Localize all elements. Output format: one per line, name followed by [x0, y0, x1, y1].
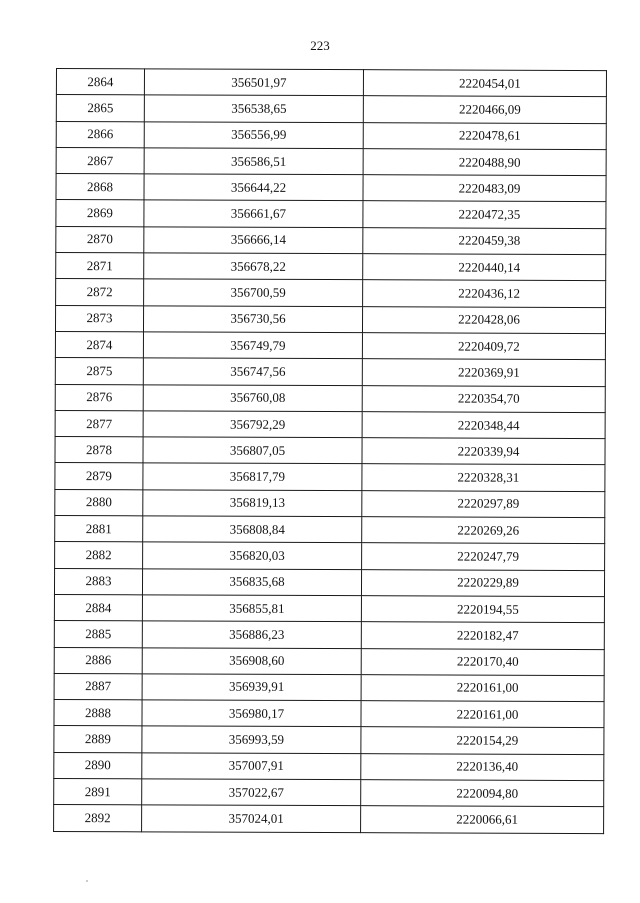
cell-value: 2882 — [85, 547, 112, 563]
table-row — [55, 437, 605, 465]
x-coordinate-cell — [142, 753, 361, 780]
cell-value: 2869 — [86, 205, 113, 221]
point-number-cell — [54, 726, 142, 753]
cell-value: 2220436,12 — [458, 285, 521, 301]
cell-value: 356747,56 — [230, 363, 286, 379]
table-row — [55, 358, 605, 386]
cell-value: 2220136,40 — [456, 758, 519, 775]
point-number-cell — [56, 147, 144, 174]
coordinates-table-container — [53, 68, 606, 834]
point-number-cell — [56, 95, 144, 122]
y-coordinate-cell — [363, 70, 606, 97]
point-number-cell — [56, 226, 144, 253]
table-row — [55, 410, 605, 438]
x-coordinate-cell — [143, 332, 362, 359]
y-coordinate-cell — [363, 227, 606, 254]
x-coordinate-cell — [143, 437, 362, 464]
y-coordinate-cell — [362, 543, 605, 570]
x-coordinate-cell — [143, 490, 362, 517]
cell-value: 356730,56 — [230, 310, 286, 327]
cell-value: 2883 — [85, 573, 112, 589]
table-row — [54, 568, 604, 596]
cell-value: 2878 — [86, 441, 113, 458]
cell-value: 2220328,31 — [457, 469, 520, 485]
cell-value: 2877 — [86, 415, 113, 431]
x-coordinate-cell — [144, 200, 363, 227]
y-coordinate-cell — [363, 254, 606, 281]
y-coordinate-cell — [363, 149, 606, 176]
table-row — [55, 542, 605, 570]
y-coordinate-cell — [362, 359, 605, 386]
table-row — [54, 621, 604, 649]
cell-value: 2874 — [86, 336, 113, 352]
cell-value: 2220194,55 — [457, 601, 519, 617]
cell-value: 2890 — [84, 757, 111, 773]
point-number-cell — [54, 621, 142, 648]
y-coordinate-cell — [362, 517, 605, 544]
y-coordinate-cell — [361, 780, 604, 807]
cell-value: 2885 — [85, 625, 112, 642]
y-coordinate-cell — [361, 569, 604, 596]
point-number-cell — [54, 805, 142, 832]
cell-value: 2220247,79 — [457, 548, 520, 564]
cell-value: 356807,05 — [229, 442, 286, 458]
point-number-cell — [54, 673, 142, 700]
point-number-cell — [56, 279, 144, 306]
y-coordinate-cell — [361, 596, 604, 623]
cell-value: 356939,91 — [228, 679, 285, 695]
x-coordinate-cell — [143, 306, 362, 333]
x-coordinate-cell — [142, 621, 361, 648]
cell-value: 356980,17 — [228, 705, 285, 721]
table-row — [54, 752, 604, 780]
table-row — [56, 174, 606, 202]
cell-value: 357024,01 — [228, 810, 284, 826]
point-number-cell — [54, 779, 142, 806]
x-coordinate-cell — [144, 253, 363, 280]
cell-value: 356855,81 — [229, 600, 285, 616]
y-coordinate-cell — [362, 464, 605, 491]
point-number-cell — [55, 358, 143, 385]
y-coordinate-cell — [363, 175, 606, 202]
x-coordinate-cell — [142, 674, 361, 701]
cell-value: 356808,84 — [229, 521, 285, 537]
table-row — [56, 200, 606, 228]
y-coordinate-cell — [361, 806, 604, 833]
cell-value: 2220094,80 — [456, 785, 519, 801]
table-row — [55, 331, 605, 359]
point-number-cell — [55, 410, 143, 437]
y-coordinate-cell — [362, 333, 605, 360]
point-number-cell — [56, 69, 144, 96]
cell-value: 2220466,09 — [458, 101, 521, 117]
point-number-cell — [55, 463, 143, 490]
table-row — [54, 805, 604, 833]
y-coordinate-cell — [362, 385, 605, 412]
cell-value: 356993,59 — [228, 731, 285, 747]
cell-value: 356760,08 — [230, 389, 286, 406]
cell-value: 356792,29 — [229, 416, 286, 432]
coordinates-table — [53, 68, 607, 834]
table-row — [55, 463, 605, 491]
point-number-cell — [55, 437, 143, 464]
cell-value: 2867 — [87, 152, 114, 168]
x-coordinate-cell — [142, 595, 361, 622]
cell-value: 356700,59 — [230, 284, 286, 300]
point-number-cell — [55, 305, 143, 332]
point-number-cell — [54, 700, 142, 727]
y-coordinate-cell — [363, 122, 606, 149]
cell-value: 2872 — [86, 284, 113, 300]
cell-value: 2220483,09 — [458, 180, 521, 196]
point-number-cell — [54, 752, 142, 779]
table-row — [56, 95, 606, 123]
y-coordinate-cell — [361, 753, 604, 780]
table-row — [54, 647, 604, 675]
y-coordinate-cell — [361, 675, 604, 702]
x-coordinate-cell — [143, 384, 362, 411]
point-number-cell — [54, 647, 142, 674]
cell-value: 2220182,47 — [456, 627, 519, 643]
cell-value: 356666,14 — [230, 232, 286, 248]
cell-value: 2220488,90 — [458, 154, 521, 170]
page-number: 223 — [310, 38, 330, 53]
x-coordinate-cell — [143, 542, 362, 569]
table-row — [56, 253, 606, 281]
cell-value: 2888 — [84, 704, 112, 720]
y-coordinate-cell — [361, 648, 604, 675]
cell-value: 356556,99 — [231, 126, 287, 143]
y-coordinate-cell — [362, 490, 605, 517]
y-coordinate-cell — [363, 280, 606, 307]
x-coordinate-cell — [142, 726, 361, 753]
cell-value: 2868 — [87, 178, 114, 195]
x-coordinate-cell — [144, 69, 363, 96]
x-coordinate-cell — [142, 805, 361, 832]
y-coordinate-cell — [362, 412, 605, 439]
cell-value: 2875 — [86, 363, 113, 379]
cell-value: 2880 — [85, 494, 112, 510]
cell-value: 2220161,00 — [456, 680, 519, 696]
table-row — [55, 384, 605, 412]
point-number-cell — [55, 489, 143, 516]
cell-value: 2220297,89 — [457, 495, 520, 512]
cell-value: 2220066,61 — [456, 811, 519, 827]
scan-speck — [86, 880, 88, 882]
x-coordinate-cell — [143, 516, 362, 543]
cell-value: 2220454,01 — [459, 75, 521, 91]
cell-value: 2220472,35 — [458, 206, 521, 222]
table-row — [56, 69, 606, 97]
table-row — [54, 779, 604, 807]
cell-value: 356586,51 — [230, 153, 287, 169]
y-coordinate-cell — [363, 96, 606, 123]
x-coordinate-cell — [142, 647, 361, 674]
y-coordinate-cell — [361, 622, 604, 649]
cell-value: 356538,65 — [231, 100, 287, 116]
cell-value: 2879 — [85, 468, 112, 484]
point-number-cell — [56, 121, 144, 148]
point-number-cell — [55, 542, 143, 569]
x-coordinate-cell — [142, 700, 361, 727]
cell-value: 2220428,06 — [458, 311, 520, 328]
table-row — [55, 489, 605, 517]
x-coordinate-cell — [143, 463, 362, 490]
y-coordinate-cell — [362, 306, 605, 333]
cell-value: 2884 — [85, 599, 112, 615]
x-coordinate-cell — [144, 279, 363, 306]
coordinates-table-body — [54, 69, 607, 834]
cell-value: 356501,97 — [231, 74, 287, 90]
cell-value: 2220161,00 — [456, 706, 519, 722]
cell-value: 2220154,29 — [456, 732, 519, 748]
table-row — [55, 305, 605, 333]
point-number-cell — [55, 384, 143, 411]
x-coordinate-cell — [144, 95, 363, 122]
cell-value: 2220339,94 — [457, 443, 520, 459]
point-number-cell — [55, 516, 143, 543]
cell-value: 2870 — [86, 231, 113, 247]
cell-value: 356678,22 — [230, 258, 286, 274]
cell-value: 2220348,44 — [457, 417, 520, 433]
cell-value: 356886,23 — [229, 626, 285, 642]
cell-value: 2889 — [84, 731, 111, 747]
cell-value: 2220440,14 — [458, 259, 521, 275]
cell-value: 2865 — [87, 100, 114, 116]
point-number-cell — [54, 568, 142, 595]
cell-value: 2873 — [86, 310, 113, 326]
table-row — [56, 147, 606, 175]
cell-value: 2220170,40 — [456, 653, 519, 669]
y-coordinate-cell — [363, 201, 606, 228]
cell-value: 2866 — [87, 126, 114, 142]
x-coordinate-cell — [142, 779, 361, 806]
cell-value: 356817,79 — [229, 468, 286, 484]
table-row — [54, 594, 604, 622]
x-coordinate-cell — [144, 174, 363, 201]
cell-value: 2876 — [86, 389, 113, 405]
x-coordinate-cell — [143, 411, 362, 438]
y-coordinate-cell — [361, 727, 604, 754]
cell-value: 2864 — [87, 73, 114, 89]
cell-value: 357007,91 — [228, 758, 284, 774]
cell-value: 2891 — [84, 783, 111, 799]
cell-value: 2892 — [84, 810, 111, 826]
x-coordinate-cell — [142, 568, 361, 595]
cell-value: 356661,67 — [230, 205, 287, 222]
table-row — [56, 226, 606, 254]
cell-value: 2871 — [86, 257, 113, 273]
cell-value: 2220354,70 — [457, 390, 520, 406]
x-coordinate-cell — [144, 121, 363, 148]
table-row — [54, 673, 604, 701]
cell-value: 2220369,91 — [457, 364, 520, 380]
cell-value: 356644,22 — [230, 179, 287, 195]
cell-value: 2220409,72 — [458, 338, 520, 354]
point-number-cell — [56, 174, 144, 201]
cell-value: 2220478,61 — [458, 127, 521, 144]
point-number-cell — [56, 253, 144, 280]
cell-value: 2220229,89 — [457, 574, 519, 591]
table-row — [56, 279, 606, 307]
cell-value: 356819,13 — [229, 495, 285, 511]
cell-value: 356835,68 — [229, 573, 285, 590]
x-coordinate-cell — [143, 358, 362, 385]
point-number-cell — [54, 594, 142, 621]
cell-value: 2220269,26 — [457, 522, 520, 538]
cell-value: 356820,03 — [229, 547, 285, 563]
x-coordinate-cell — [144, 227, 363, 254]
point-number-cell — [55, 331, 143, 358]
cell-value: 2887 — [85, 678, 112, 694]
cell-value: 356749,79 — [230, 337, 286, 353]
table-row — [54, 726, 604, 754]
cell-value: 2886 — [85, 652, 112, 668]
table-row — [56, 121, 606, 149]
y-coordinate-cell — [361, 701, 604, 728]
cell-value: 2881 — [85, 520, 112, 536]
point-number-cell — [56, 200, 144, 227]
y-coordinate-cell — [362, 438, 605, 465]
cell-value: 357022,67 — [228, 784, 284, 800]
cell-value: 356908,60 — [229, 652, 285, 669]
x-coordinate-cell — [144, 148, 363, 175]
cell-value: 2220459,38 — [458, 232, 521, 249]
table-row — [55, 516, 605, 544]
table-row — [54, 700, 604, 728]
